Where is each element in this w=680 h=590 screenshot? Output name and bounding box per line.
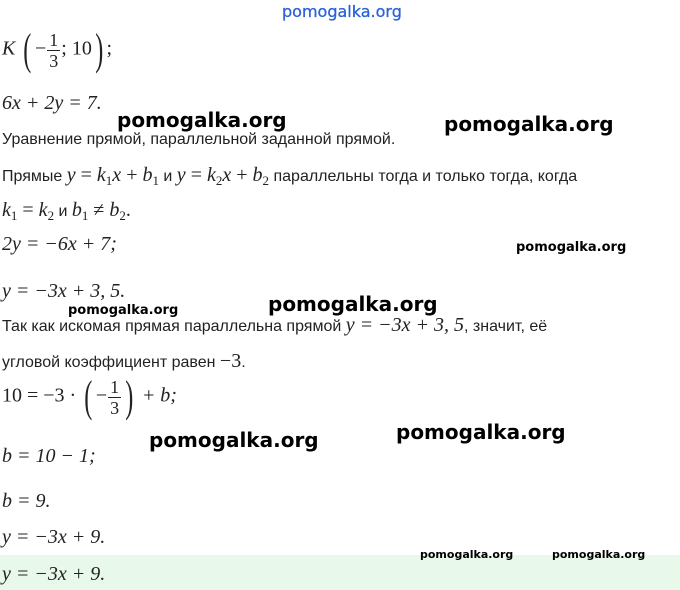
point-k-tail: ; 10 xyxy=(61,37,92,60)
step1-text: 2y = −6x + 7; xyxy=(2,233,117,255)
condition-eq2: $y = k_2x + b_2$ xyxy=(176,164,270,188)
b-value-text: b = 9. xyxy=(2,490,51,512)
condition-line-2 xyxy=(2,199,131,224)
since-eq: y = −3x + 3, 5 xyxy=(345,314,464,336)
condition-text-b: и xyxy=(158,168,177,185)
step2 xyxy=(2,280,125,303)
condition-line xyxy=(2,164,577,189)
open-paren-2: ( xyxy=(84,372,93,421)
slope-text: угловой коэффициент равен xyxy=(2,354,220,371)
fraction-2 xyxy=(108,377,121,418)
fraction-2-denominator: 3 xyxy=(110,397,120,418)
fraction-denominator: 3 xyxy=(49,50,59,71)
b-calc-text: b = 10 − 1; xyxy=(2,445,96,467)
heading: Уравнение прямой, параллельной заданной прямой. xyxy=(2,131,396,148)
given-line-text: 6x + 2y = 7. xyxy=(2,92,102,114)
minus-sign-2: − xyxy=(95,384,108,407)
step1 xyxy=(2,233,117,256)
watermark: pomogalka.org xyxy=(117,108,287,132)
result-text: y = −3x + 9. xyxy=(2,526,106,548)
watermark: pomogalka.org xyxy=(444,112,614,136)
point-k xyxy=(2,25,113,74)
close-paren: ) xyxy=(95,25,104,74)
fraction-2-numerator: 1 xyxy=(110,376,120,397)
since-text-b: , значит, её xyxy=(464,318,548,335)
since-text-a: Так как искомая прямая параллельна прямой xyxy=(2,318,346,335)
b-not-equal: $b_1 \ne b_2$. xyxy=(71,199,131,223)
slope-line xyxy=(2,350,246,373)
minus-sign: − xyxy=(35,37,47,60)
open-paren: ( xyxy=(23,25,32,74)
condition2-and: и xyxy=(54,203,72,220)
point-k-semicolon: ; xyxy=(106,37,113,60)
watermark: pomogalka.org xyxy=(552,548,646,561)
equation-end: + b; xyxy=(136,384,177,407)
header-watermark: pomogalka.org xyxy=(282,2,402,21)
fraction xyxy=(47,30,60,71)
watermark: pomogalka.org xyxy=(516,240,627,255)
close-paren-2: ) xyxy=(125,372,134,421)
watermark: pomogalka.org xyxy=(420,548,514,561)
point-k-letter: K xyxy=(2,37,16,60)
slope-end: . xyxy=(241,354,246,371)
given-line xyxy=(2,92,102,115)
watermark: pomogalka.org xyxy=(268,292,438,316)
equation-b xyxy=(2,372,177,421)
watermark: pomogalka.org xyxy=(68,303,179,318)
equation-start: 10 = −3 · xyxy=(2,384,82,407)
watermark: pomogalka.org xyxy=(149,428,319,452)
condition-eq1: $y = k_1x + b_1$ xyxy=(66,164,159,188)
b-calc xyxy=(2,445,96,468)
b-value xyxy=(2,490,51,513)
condition-text-a: Прямые xyxy=(2,168,67,185)
answer-text: y = −3x + 9. xyxy=(2,563,106,585)
result-line xyxy=(2,526,105,549)
slope-value: −3 xyxy=(219,350,242,372)
fraction-numerator: 1 xyxy=(49,29,59,50)
step2-text: y = −3x + 3, 5. xyxy=(2,280,126,302)
condition-text-c: параллельны тогда и только тогда, когда xyxy=(269,168,578,185)
answer-line xyxy=(2,563,105,586)
watermark: pomogalka.org xyxy=(396,420,566,444)
k-equal: $k_1 = k_2$ xyxy=(2,199,55,223)
